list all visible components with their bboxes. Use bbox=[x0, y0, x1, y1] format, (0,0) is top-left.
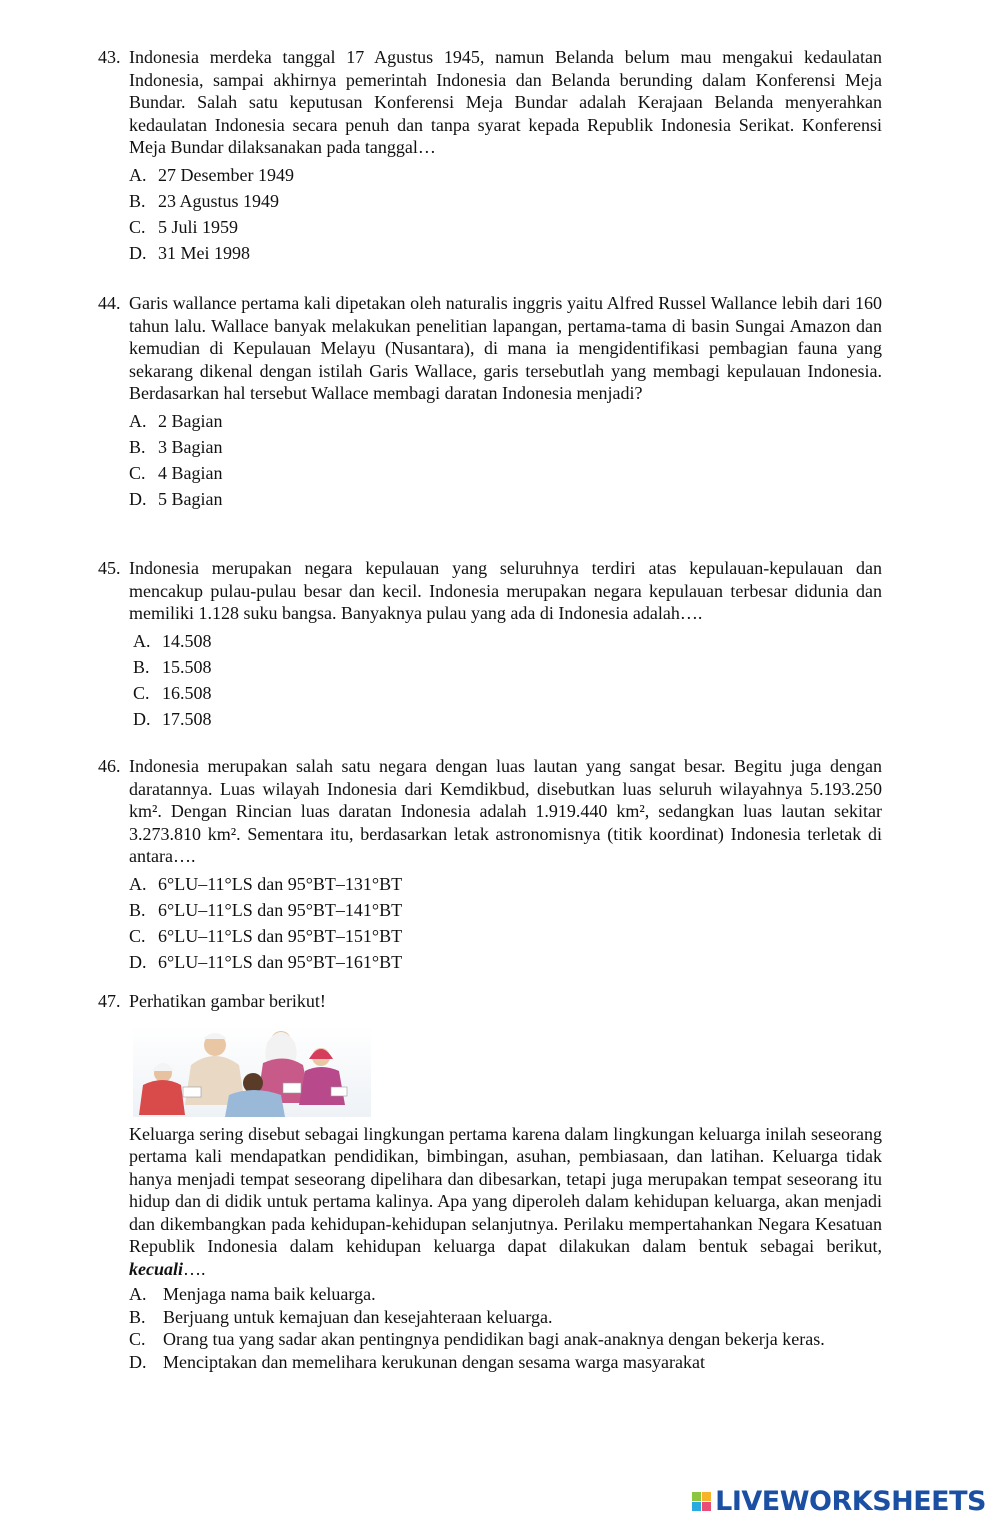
option-c[interactable]: C. 5 Juli 1959 bbox=[129, 216, 239, 237]
question-46 bbox=[98, 755, 882, 975]
option-a[interactable]: A. 2 Bagian bbox=[129, 410, 223, 431]
brand-name: LIVEWORKSHEETS bbox=[715, 1486, 986, 1517]
question-number: 43. bbox=[98, 47, 121, 67]
option-b[interactable]: B. Berjuang untuk kemajuan dan kesejahteraan keluarga. bbox=[129, 1306, 553, 1327]
question-45 bbox=[98, 557, 882, 732]
option-d[interactable]: D. 5 Bagian bbox=[129, 488, 223, 509]
liveworksheets-logo[interactable] bbox=[692, 1486, 986, 1517]
question-stem: Garis wallance pertama kali dipetakan oleh naturalis inggris yaitu Alfred Russel Wallance lebih dari 160 tahun lalu. Wallace banyak melakukan penelitian lapangan, pertama-tama di basin Sungai Amazon dan kemudian di Kepulauan Melayu (Nusantara), di mana ia mengidentifikasi pembagian fauna yang sekarang dikenal dengan istilah Garis Wallace, garis tersebutlah yang membagi kepulauan Indonesia. Berdasarkan hal tersebut Wallace membagi daratan Indonesia menjadi? bbox=[129, 293, 882, 403]
liveworksheets-logo-icon bbox=[692, 1492, 711, 1511]
option-c[interactable]: C. 6°LU–11°LS dan 95°BT–151°BT bbox=[129, 925, 403, 946]
option-b[interactable]: B. 23 Agustus 1949 bbox=[129, 190, 280, 211]
question-47 bbox=[98, 990, 882, 1373]
emphasis-word: kecuali bbox=[129, 1258, 183, 1279]
option-b[interactable]: B. 15.508 bbox=[133, 656, 212, 677]
option-c[interactable]: C. Orang tua yang sadar akan pentingnya pendidikan bagi anak-anaknya dengan bekerja keras. bbox=[129, 1329, 825, 1349]
question-number: 46. bbox=[98, 756, 121, 776]
option-a[interactable]: A. 6°LU–11°LS dan 95°BT–131°BT bbox=[129, 873, 403, 894]
question-stem: Keluarga sering disebut sebagai lingkungan pertama karena dalam lingkungan keluarga inilah seseorang pertama kali mendapatkan pendidikan, bimbingan, asuhan, pembiasaan, dan latihan. Keluarga tidak hanya menjadi tempat seseorang dipelihara dan dibesarkan, tetapi juga merupakan tempat seseorang itu hidup dan di didik untuk pertama kalinya. Apa yang diperoleh dalam kehidupan keluarga, akan menjadi dan dikembangkan pada kehidupan-kehidupan selanjutnya. Perilaku mempertahankan Negara Kesatuan Republik Indonesia dalam kehidupan keluarga dapat dilakukan dalam bentuk sebagai berikut, kecuali…. bbox=[129, 1123, 882, 1279]
option-a[interactable]: A. 14.508 bbox=[133, 630, 212, 651]
question-intro: Perhatikan gambar berikut! bbox=[129, 991, 326, 1011]
option-d[interactable]: D. 6°LU–11°LS dan 95°BT–161°BT bbox=[129, 951, 403, 972]
option-c[interactable]: C. 4 Bagian bbox=[129, 462, 223, 483]
question-number: 45. bbox=[98, 558, 121, 578]
question-43 bbox=[98, 46, 882, 266]
option-d[interactable]: D. 31 Mei 1998 bbox=[129, 242, 250, 263]
question-stem: Indonesia merupakan salah satu negara dengan luas lautan yang sangat besar. Begitu juga dengan daratannya. Luas wilayah Indonesia dari Kemdikbud, disebutkan luas seluruh wilayahnya 5.193.250 km². Dengan Rincian luas daratan Indonesia adalah 1.919.440 km², sedangkan luas lautan sekitar 3.273.810 km². Sementara itu, berdasarkan letak astronomisnya (titik koordinat) Indonesia terletak di antara…. bbox=[129, 756, 882, 866]
option-a[interactable]: A. 27 Desember 1949 bbox=[129, 164, 294, 185]
option-b[interactable]: B. 6°LU–11°LS dan 95°BT–141°BT bbox=[129, 899, 403, 920]
question-stem: Indonesia merdeka tanggal 17 Agustus 1945, namun Belanda belum mau mengakui kedaulatan Indonesia, sampai akhirnya pemerintah Indonesia dan Belanda berunding dalam Konferensi Meja Bundar. Salah satu keputusan Konferensi Meja Bundar adalah Kerajaan Belanda menyerahkan kedaulatan Indonesia secara penuh dan tanpa syarat kepada Republik Indonesia Serikat. Konferensi Meja Bundar dilaksanakan pada tanggal… bbox=[129, 47, 882, 157]
option-d[interactable]: D. Menciptakan dan memelihara kerukunan dengan sesama warga masyarakat bbox=[129, 1351, 705, 1372]
family-reading-picture bbox=[133, 1025, 371, 1117]
question-number: 47. bbox=[98, 991, 121, 1011]
option-d[interactable]: D. 17.508 bbox=[133, 708, 212, 729]
question-44 bbox=[98, 292, 882, 512]
question-stem: Indonesia merupakan negara kepulauan yang seluruhnya terdiri atas kepulauan-kepulauan dan mencakup pulau-pulau besar dan kecil. Indonesia merupakan negara kepulauan terbesar didunia dan memiliki 1.128 suku bangsa. Banyaknya pulau yang ada di Indonesia adalah…. bbox=[129, 558, 882, 623]
option-b[interactable]: B. 3 Bagian bbox=[129, 436, 223, 457]
question-number: 44. bbox=[98, 293, 121, 313]
option-c[interactable]: C. 16.508 bbox=[133, 682, 212, 703]
option-a[interactable]: A. Menjaga nama baik keluarga. bbox=[129, 1284, 376, 1304]
